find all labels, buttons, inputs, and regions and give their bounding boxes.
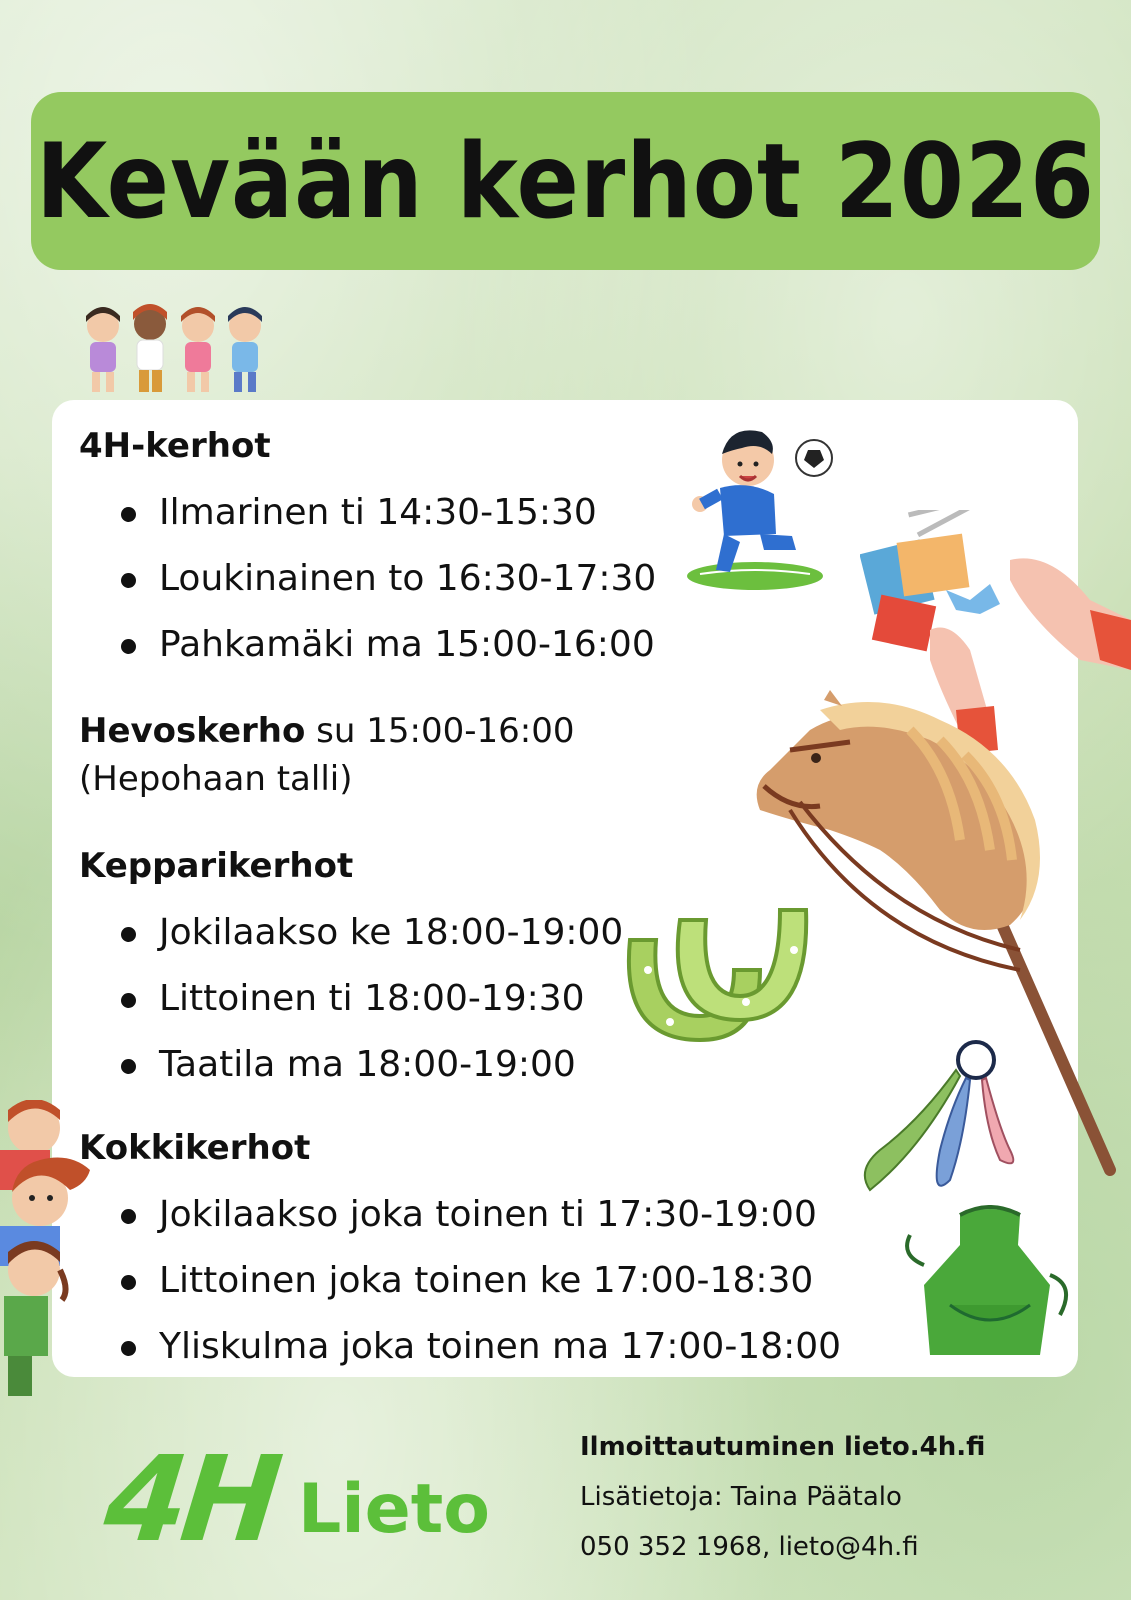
- list-item: Jokilaakso joka toinen ti 17:30-19:00: [79, 1182, 841, 1248]
- bullet-icon: [121, 1341, 136, 1356]
- bullet-icon: [121, 1209, 136, 1224]
- horseshoes-illustration: [610, 890, 820, 1060]
- soccer-player-illustration: [680, 424, 850, 594]
- bullet-icon: [121, 993, 136, 1008]
- section-heading-kepparikerhot: Kepparikerhot: [79, 846, 354, 886]
- logo-4h-mark: 4H: [98, 1430, 283, 1568]
- list-item: Littoinen ti 18:00-19:30: [79, 966, 623, 1032]
- bullet-icon: [121, 573, 136, 588]
- hevoskerho-time: su 15:00-16:00: [305, 711, 575, 751]
- list-item: Ilmarinen ti 14:30-15:30: [79, 480, 656, 546]
- apron-illustration: [900, 1205, 1080, 1365]
- bullet-icon: [121, 639, 136, 654]
- page-title: Kevään kerhot 2026: [36, 121, 1095, 241]
- peeking-kids-illustration: [0, 1100, 100, 1400]
- hevoskerho-place: (Hepohaan talli): [79, 759, 353, 799]
- hevoskerho-text: [79, 707, 575, 803]
- list-item: Taatila ma 18:00-19:00: [79, 1032, 623, 1098]
- section-heading-hevoskerho: Hevoskerho: [79, 711, 306, 751]
- bullet-icon: [121, 927, 136, 942]
- title-banner: [31, 92, 1100, 270]
- list-kepparikerhot: [79, 900, 623, 1098]
- phone-email[interactable]: 050 352 1968, lieto@4h.fi: [580, 1532, 919, 1562]
- list-4h-kerhot: [79, 480, 656, 678]
- section-heading-kokkikerhot: Kokkikerhot: [79, 1128, 311, 1168]
- bullet-icon: [121, 1059, 136, 1074]
- list-item: Littoinen joka toinen ke 17:00-18:30: [79, 1248, 841, 1314]
- list-item: Pahkamäki ma 15:00-16:00: [79, 612, 656, 678]
- list-item: Yliskulma joka toinen ma 17:00-18:00: [79, 1314, 841, 1380]
- footer-contact-info: [580, 1422, 985, 1572]
- list-item: Jokilaakso ke 18:00-19:00: [79, 900, 623, 966]
- section-heading-4h-kerhot: 4H-kerhot: [79, 426, 271, 466]
- contact-person: Lisätietoja: Taina Päätalo: [580, 1482, 902, 1512]
- children-holding-hands-illustration: [70, 300, 280, 400]
- list-kokkikerhot: [79, 1182, 841, 1380]
- bullet-icon: [121, 1275, 136, 1290]
- list-item: Loukinainen to 16:30-17:30: [79, 546, 656, 612]
- logo-lieto-text: Lieto: [298, 1470, 490, 1549]
- bullet-icon: [121, 507, 136, 522]
- signup-link[interactable]: Ilmoittautuminen lieto.4h.fi: [580, 1432, 986, 1462]
- measuring-spoons-illustration: [860, 1040, 1050, 1210]
